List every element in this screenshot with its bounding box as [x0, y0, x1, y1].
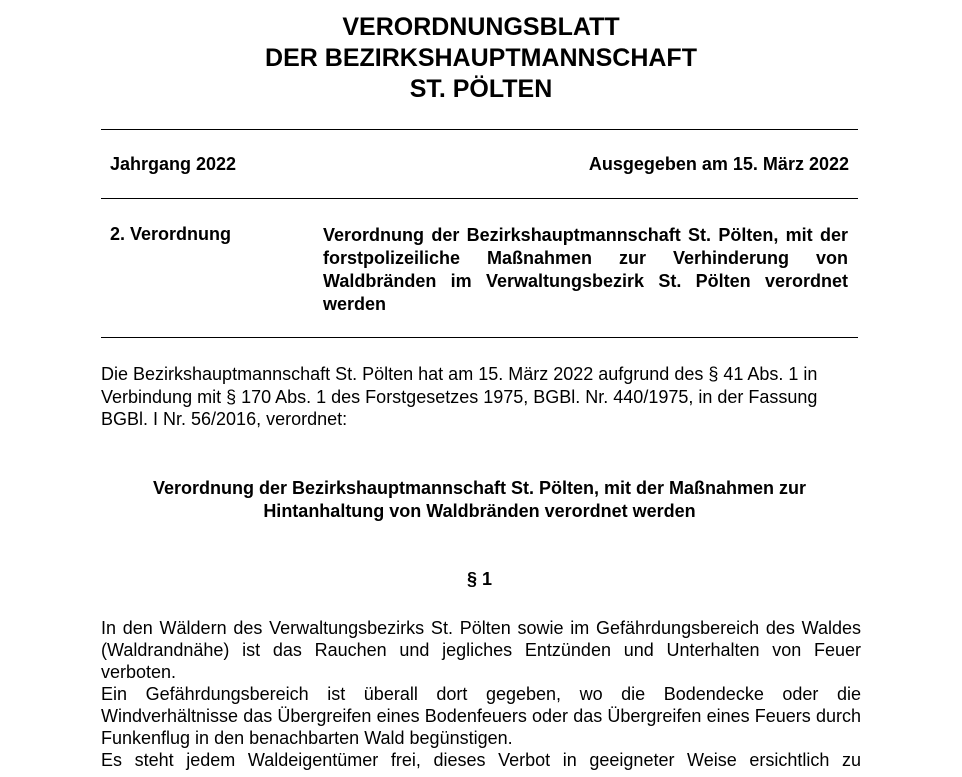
intro-paragraph: Die Bezirkshauptmannschaft St. Pölten hat am 15. März 2022 aufgrund des § 41 Abs. 1 in Verbindung mit § 170 Abs. 1 des Forstgesetzes 1975, BGBl. Nr. 440/1975, in der Fassung BGBl. I Nr. 56/2016, verordnet: — [101, 364, 818, 429]
section-paragraph: In den Wäldern des Verwaltungsbezirks St. Pölten sowie im Gefährdungsbereich des Waldes (Waldrandnähe) ist das Rauchen und jegliches Entzünden und Unterhalten von Feuer verboten. — [101, 618, 861, 682]
divider-issue — [101, 198, 858, 199]
section-sign: § 1 — [466, 569, 493, 589]
section-paragraph: Ein Gefährdungsbereich ist überall dort gegeben, wo die Bodendecke oder die Windverhältnisse das Übergreifen eines Bodenfeuers oder das Übergreifen eines Feuers durch Funkenflug in den benachbarten Wald begünstigen. — [101, 684, 861, 748]
issue-date: Ausgegeben am 15. März 2022 — [588, 154, 849, 174]
masthead — [0, 12, 962, 105]
ordinance-number: 2. Verordnung — [110, 224, 232, 244]
issue-year: Jahrgang 2022 — [110, 154, 237, 174]
masthead-line-3: ST. PÖLTEN — [409, 75, 553, 103]
ordinance-title: Verordnung der Bezirkshauptmannschaft St. Pölten, mit der forstpolizeiliche Maßnahmen zur Verhinderung von Waldbränden im Verwaltungsbezirk St. Pölten verordnet werden — [323, 225, 848, 314]
section-body — [101, 617, 861, 771]
section-paragraph: Es steht jedem Waldeigentümer frei, dieses Verbot in geeigneter Weise ersichtlich zu — [101, 750, 861, 770]
masthead-line-2: DER BEZIRKSHAUPTMANNSCHAFT — [265, 44, 697, 72]
ordinance-heading: Verordnung der Bezirkshauptmannschaft St. Pölten, mit der Maßnahmen zur Hintanhaltung von Waldbränden verordnet werden — [152, 478, 807, 521]
divider-ordinance — [101, 337, 858, 338]
divider-top — [101, 129, 858, 130]
masthead-line-1: VERORDNUNGSBLATT — [342, 13, 620, 41]
